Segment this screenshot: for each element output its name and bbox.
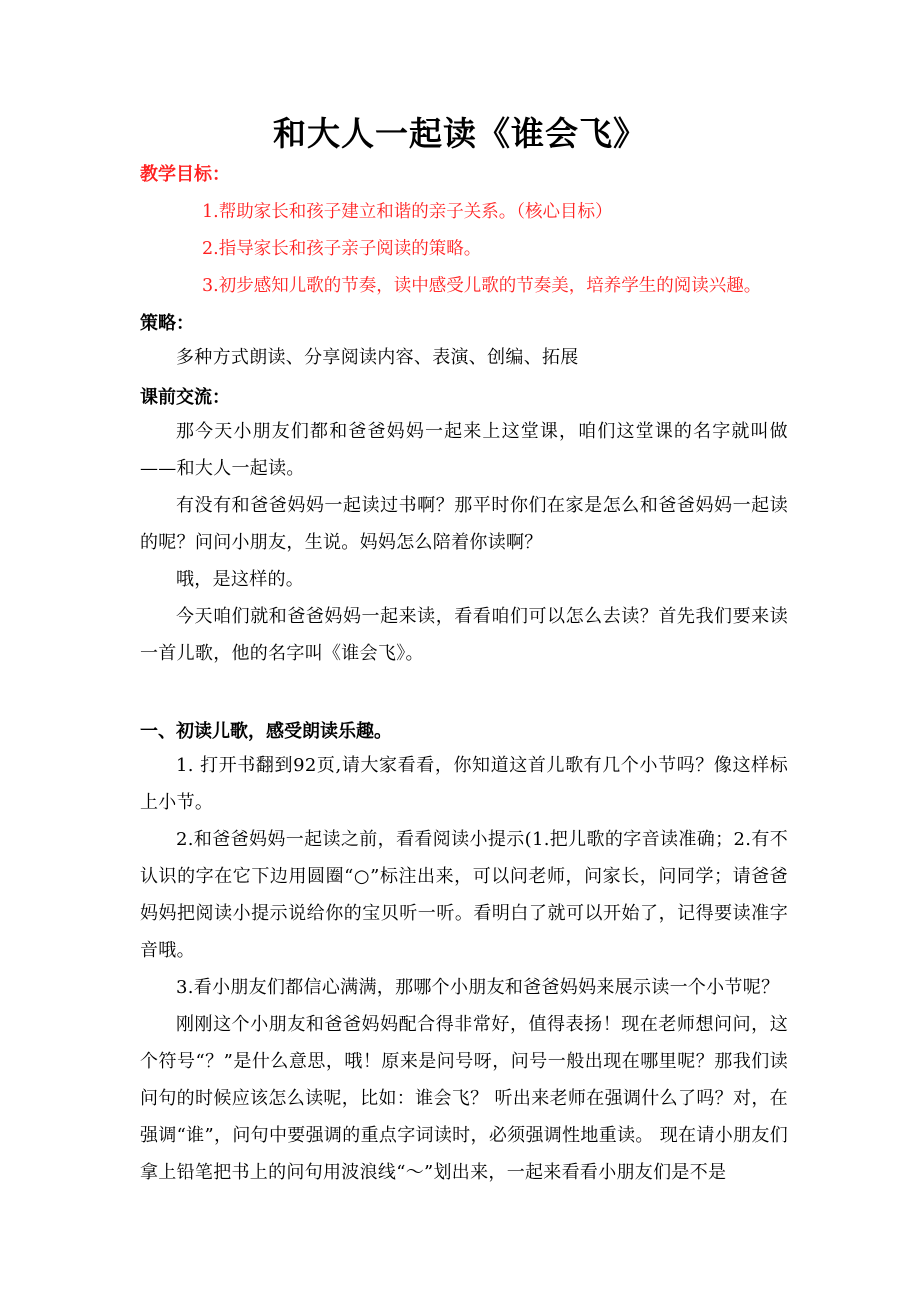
section1-heading: 一、初读儿歌，感受朗读乐趣。 (140, 721, 392, 742)
section1-paragraph-2: 2.和爸爸妈妈一起读之前，看看阅读小提示(1.把儿歌的字音读准确；2.有不认识的字在它下边用圆圈“○”标注出来，可以问老师，问家长，问同学；请爸爸妈妈把阅读小提示说给你的宝贝听一听。看明白了就可以开始了，记得要读准字音哦。 (140, 829, 788, 961)
objectives-heading: 教学目标： (140, 164, 230, 185)
page-title: 和大人一起读《谁会飞》 (273, 114, 647, 153)
preclass-paragraph-4: 今天咱们就和爸爸妈妈一起来读，看看咱们可以怎么去读？首先我们要来读一首儿歌，他的名字叫《谁会飞》。 (140, 606, 788, 664)
section1-paragraph-3: 3.看小朋友们都信心满满，那哪个小朋友和爸爸妈妈来展示读一个小节呢？ (176, 977, 780, 998)
preclass-heading: 课前交流： (140, 387, 230, 408)
preclass-paragraph-2: 有没有和爸爸妈妈一起读过书啊？那平时你们在家是怎么和爸爸妈妈一起读的呢？问问小朋友，生说。妈妈怎么陪着你读啊？ (140, 495, 788, 553)
strategy-text: 多种方式朗读、分享阅读内容、表演、创编、拓展 (176, 347, 579, 368)
preclass-paragraph-3: 哦，是这样的。 (176, 569, 305, 590)
section1-paragraph-1: 1. 打开书翻到92页,请大家看看，你知道这首儿歌有几个小节吗？像这样标上小节。 (140, 755, 788, 813)
section1-paragraph-4: 刚刚这个小朋友和爸爸妈妈配合得非常好，值得表扬！现在老师想问问，这个符号“？”是什么意思，哦！原来是问号呀，问号一般出现在哪里呢？那我们读问句的时候应该怎么读呢，比如：谁会飞？ 听出来老师在强调什么了吗？对，在强调“谁”，问句中要强调的重点字词读时，必须强调性地重读。 现在请小朋友们拿上铅笔把书上的问句用波浪线“～”划出来，一起来看看小朋友们是不是 (140, 1014, 788, 1183)
objective-item-2: 2.指导家长和孩子亲子阅读的策略。 (202, 239, 482, 259)
objective-item-1: 1.帮助家长和孩子建立和谐的亲子关系。（核心目标） (202, 202, 613, 222)
objective-item-3: 3.初步感知儿歌的节奏，读中感受儿歌的节奏美，培养学生的阅读兴趣。 (202, 276, 762, 296)
strategy-heading: 策略： (140, 313, 194, 334)
preclass-paragraph-1: 那今天小朋友们都和爸爸妈妈一起来上这堂课，咱们这堂课的名字就叫做——和大人一起读。 (140, 421, 788, 479)
